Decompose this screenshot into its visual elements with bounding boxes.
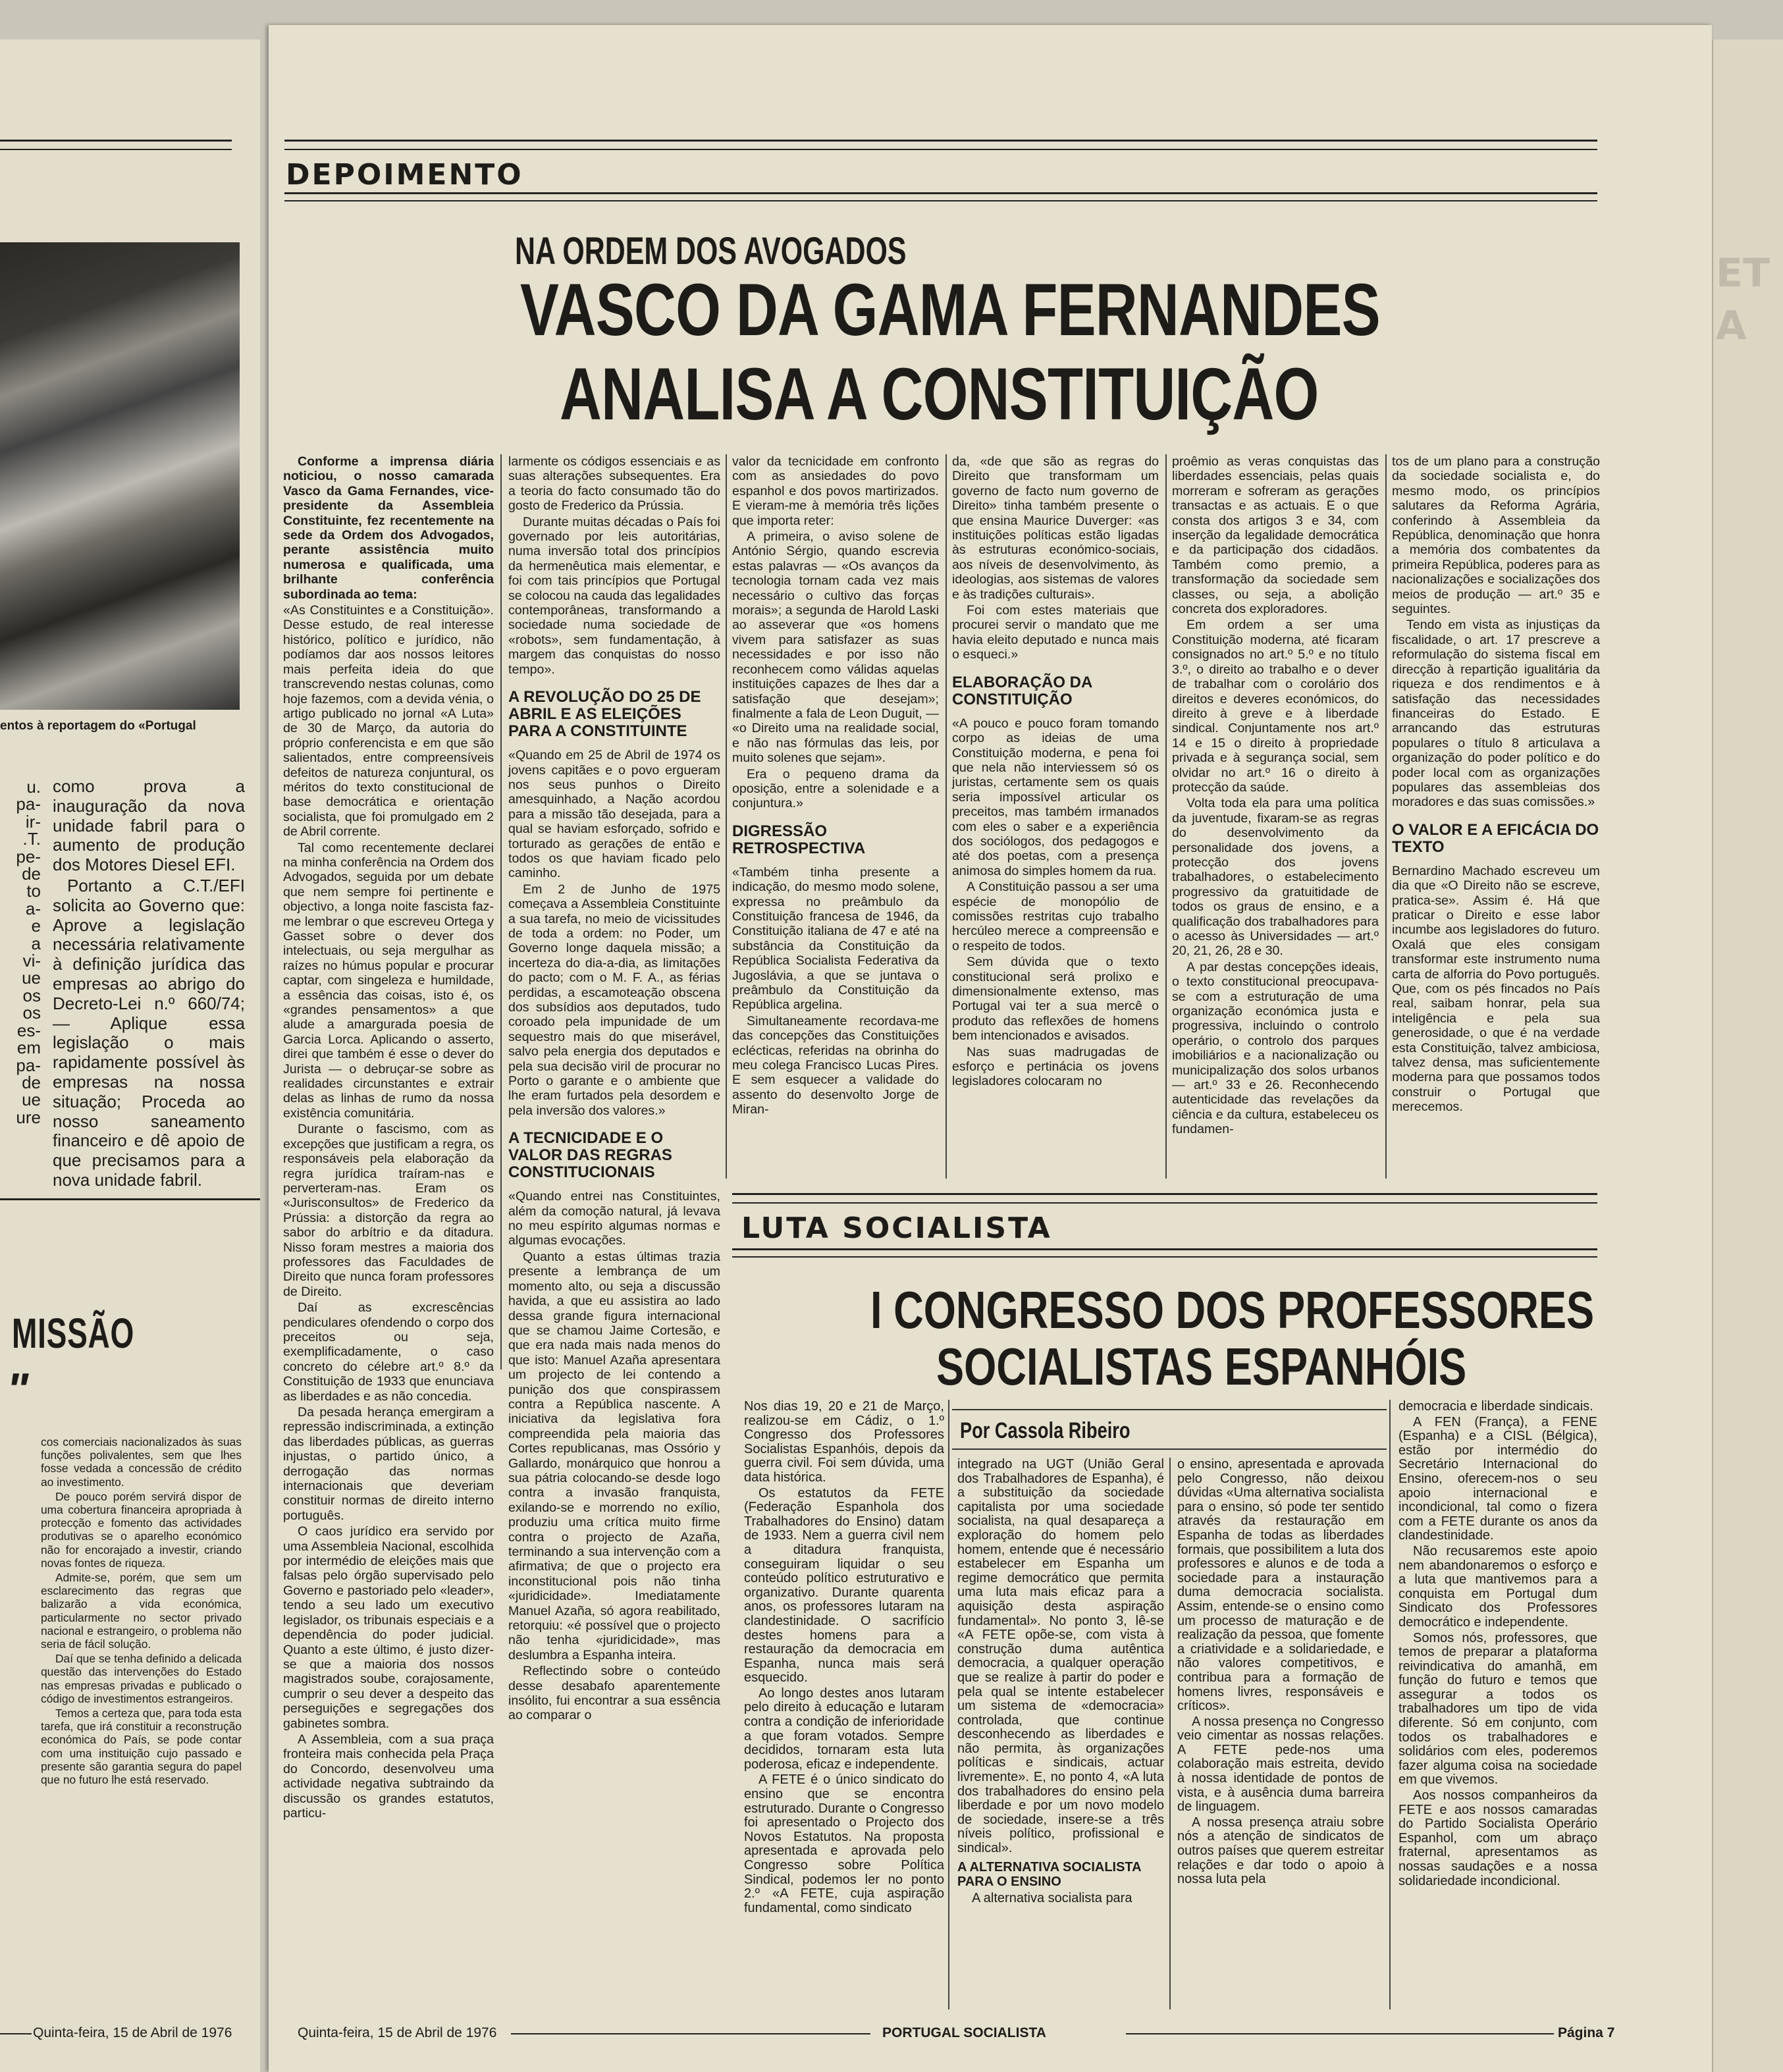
paragraph: Volta toda ela para uma política da juventude, fixaram-se as regras do desenvolvimento da personalidade dos jovens, a protecção dos jovens trabalhadores, o estabelecimento progressivo da gratuitidade de todos os graus de ensino, e a qualificação dos trabalhadores para o acesso às Universidades — art.º 20, 21, 26, 28 e 30.	[1172, 796, 1379, 959]
paragraph: Ao longo destes anos lutaram pelo direito à educação e lutaram contra a condição de inferioridade a que foram votados. Sempre decididos, tornaram esta luta poderosa, eficaz e independente.	[744, 1686, 944, 1772]
paragraph: Nas suas madrugadas de esforço e pertinácia os jovens legisladores colocaram no	[952, 1044, 1159, 1089]
paragraph: A nossa presença no Congresso veio cimentar as nossas relações. A FETE pede-nos uma colaboração mais estreita, devido à nossa identidade de pontos de vista, e à ausência duma barreira de linguagem.	[1177, 1714, 1384, 1815]
left-lower-text	[41, 1435, 242, 1788]
paragraph: Somos nós, professores, que temos de preparar a plataforma reivindicativa do amanhã, em função do futuro e temos que assegurar a todos os trabalhadores um tipo de vida diferente. Só em conjunto, com todos os trabalhadores e solidários com eles, poderemos fazer alguma coisa na sociedade em que vivemos.	[1398, 1630, 1597, 1788]
paragraph: valor da tecnicidade em confronto com as ansiedades do povo espanhol e dos povos martirizados. E vieram-me à memória três lições que importa reter:	[732, 454, 939, 528]
paragraph: Sem dúvida que o texto constitucional será prolixo e dimensionalmente extenso, mas Portugal vai ter a sua mercê o produto das reflexões de homens bem intencionados e avisados.	[952, 955, 1159, 1044]
subheading: A REVOLUÇÃO DO 25 DE ABRIL E AS ELEIÇÕES PARA A CONSTITUINTE	[508, 688, 701, 741]
left-headline-quote: "	[7, 1364, 29, 1415]
luta-column-3	[1177, 1458, 1384, 1888]
paragraph: A Constituição passou a ser uma espécie de monopólio de comissões restritas cujo trabalho hercúleo merece a compreensão e o respeito de todos.	[952, 880, 1159, 953]
left-footer-date: Quinta-feira, 15 de Abril de 1976	[33, 2025, 232, 2040]
footer-rule	[1126, 2033, 1554, 2034]
section-rule	[732, 1256, 1597, 1258]
paragraph: integrado na UGT (União Geral dos Trabalhadores de Espanha), é a substituição da sociedade capitalista por uma sociedade socialista, na qual desapareça a exploração do homem pelo homem, entende que é necessário estabelecer em Espanha um regime democrático que permita uma luta mais eficaz para a aquisição desta aspiração fundamental». No ponto 3, lê-se «A FETE opõe-se, com vista à construção duma autêntica democracia, a qualquer operação que se realize à partir do poder e pela qual se intente estabelecer um sistema de «democracia» controlada, que continue desconhecendo as liberdades e não permita, às organizações políticas e sindicais, actuar livremente». E, no ponto 4, «A luta dos trabalhadores do ensino pela liberdade e por um novo modelo de sociedade, insere-se a três níveis político, profissional e sindical».	[957, 1457, 1164, 1856]
cut-column-fragments: u. pa- ir- .T. pe- de to a- e a vi- ue os os es- em pa- de ue ure	[16, 777, 41, 1127]
paragraph: Durante muitas décadas o País foi governado por leis autoritárias, numa inversão total dos princípios da hermenêutica mais elementar, e foi com tais princípios que Portugal se colocou na cauda das legalidades contemporâneas, transformando a sociedade numa sociedade de «robots», sem fundamentação, à margem das conquistas do nosso tempo».	[508, 514, 720, 677]
top-rule	[284, 149, 1597, 150]
paragraph: A Assembleia, com a sua praça fronteira mais conhecida pela Praça do Concordo, desenvolveu uma actividade negativa subtraindo da discussão os grandes estatutos, particu-	[283, 1732, 494, 1820]
paragraph: tos de um plano para a construção da sociedade socialista e, do mesmo modo, os princípios salutares da Reforma Agrária, conferindo à Assembleia da República, denominação que honra a memória dos combatentes da primeira República, poderes para as nacionalizações e socializações dos meios de produção — art.º 35 e seguintes.	[1392, 454, 1600, 617]
byline-box	[952, 1409, 1387, 1450]
subheading: A TECNICIDADE E O VALOR DAS REGRAS CONSTITUCIONAIS	[508, 1129, 672, 1182]
paragraph: Nos dias 19, 20 e 21 de Março, realizou-se em Cádiz, o 1.º Congresso dos Professores Socialistas Espanhóis, depois da guerra civil. Foi sem dúvida, uma data histórica.	[744, 1399, 944, 1485]
depoimento-column-5	[1172, 454, 1379, 1138]
paragraph: «Quando em 25 de Abril de 1974 os jovens capitães e o povo ergueram nos seus punhos o Direito amesquinhado, a Nação acordou para a missão tão desejada, para a qual se haviam esforçado, sofrido e torturado as gerações de então e todos os que haviam ficado pelo caminho.	[508, 748, 720, 881]
paragraph: democracia e liberdade sindicais.	[1398, 1399, 1593, 1414]
paragraph: Foi com estes materiais que procurei servir o mandato que me havia eleito deputado e nunca mais o esqueci.»	[952, 603, 1159, 662]
photo-caption: entos à reportagem do «Portugal	[0, 719, 196, 733]
section-label-depoimento: DEPOIMENTO	[286, 158, 523, 192]
right-page-edge	[1712, 40, 1783, 2072]
top-rule	[0, 140, 232, 142]
paragraph: Não recusaremos este apoio nem abandonaremos o esforço e a luta que mantivemos para a conquista em Portugal dum Sindicato dos Professores democrático e independente.	[1398, 1543, 1597, 1630]
paragraph: «Também tinha presente a indicação, do mesmo modo solene, expressa no preâmbulo da Constituição francesa de 1946, da Constituição italiana de 47 e até na substância da Constituição da República Socialista Federativa da Jugoslávia, a que se juntava o preâmbulo da Constituição da República argelina.	[732, 864, 939, 1013]
paragraph: Daí que se tenha definido a delicada questão das intervenções do Estado nas empresas privadas e publicado o código de investimentos estrangeiros.	[41, 1652, 242, 1705]
paragraph: O caos jurídico era servido por uma Assembleia Nacional, escolhida por intermédio de eleições mais que falsas pelo órgão supervisado pelo Governo e pastoriado pelo «leader», tendo a seu lado um executivo legislador, os tribunais especiais e a dependência do poder judicial. Quanto a este último, é justo dizer-se que a maioria dos nossos magistrados soube, corajosamente, cumprir o seu dever a despeito das perseguições e segregações dos gabinetes sombra.	[283, 1524, 494, 1731]
luta-headline-line-1: I CONGRESSO DOS PROFESSORES	[870, 1281, 1595, 1339]
paragraph: cos comerciais nacionalizados às suas funções polivalentes, sem que lhes fosse vedada a concessão de crédito ao investimento.	[41, 1435, 242, 1489]
subheading: DIGRESSÃO RETROSPECTIVA	[732, 822, 866, 857]
paragraph: A primeira, o aviso solene de António Sérgio, quando escrevia estas palavras — «Os avanços da tecnologia tornam cada vez mais necessário o cultivo das forças morais»; a segunda de Harold Laski ao asseverar que «os homens vivem para satisfazer as suas necessidades e por isso não reconhecem como válidas aquelas instituições capazes de lhes dar a satisfação que desejam»; finalmente a fala de Leon Duguit, — «o Direito uma na realidade social, e não nas fórmulas das leis, por muito solenes que sejam».	[732, 529, 939, 766]
footer-rule	[511, 2033, 870, 2034]
paragraph: Bernardino Machado escreveu um dia que «O Direito não se escreve, pratica-se». Assim é. Há que praticar o Direito e esse labor incumbe aos legisladores do futuro. Oxalá que eles consigam transformar este instrumento numa carta de alforria do Povo português. Que, com os pés fincados no País real, saibam honrar, pela sua inteligência e pela sua generosidade, o que é na verdade esta Constituição, talvez ambiciosa, talvez densa, mas suficientemente moderna para que possamos todos construir o Portugal que merecemos.	[1392, 863, 1600, 1115]
top-rule	[284, 140, 1597, 142]
paragraph: larmente os códigos essenciais e as suas alterações subsequentes. Era a teoria do facto consumado tão do gosto de Frederico da Prússia.	[508, 454, 720, 514]
paragraph: Daí as excrescências pendiculares ofendendo o corpo dos preceitos ou seja, exemplificadamente, o caso concreto do célebre art.º 8.º da Constituição de 1933 que enunciava as liberdades e as não concedia.	[283, 1300, 494, 1404]
column-body	[283, 603, 494, 1820]
headline-line-1: VASCO DA GAMA FERNANDES	[520, 269, 1380, 351]
top-rule	[0, 149, 232, 150]
subheading: A ALTERNATIVA SOCIALISTA PARA O ENSINO	[957, 1859, 1141, 1889]
paragraph: o ensino, apresentada e aprovada pelo Congresso, não deixou dúvidas «Uma alternativa socialista para o ensino, só pode ter sentido através da restauração em Espanha de todas as liberdades formais, que possibilitem a luta dos professores e alunos e de toda a sociedade para a instauração duma democracia socialista. Assim, entende-se o ensino como um processo de maturação e de realização da pessoa, que fomente a criatividade e a solidariedade, e não valores competitivos, e contribua para a formação de homens livres, responsáveis e críticos».	[1177, 1457, 1384, 1714]
left-headline: MISSÃO	[12, 1310, 135, 1357]
paragraph: Simultaneamente recordava-me das concepções das Constituições eclécticas, referidas na obrinha do meu colega Francisco Lucas Pires. E sem esquecer a validade do assento do desenvolto Jorge de Miran-	[732, 1013, 939, 1117]
luta-column-4	[1398, 1400, 1597, 1890]
left-article-text	[53, 777, 245, 1192]
footer-page-number: Página 7	[1558, 2025, 1615, 2040]
column-divider	[1389, 1400, 1391, 2009]
subheading: O VALOR E A EFICÁCIA DO TEXTO	[1392, 820, 1599, 856]
headline-line-2: ANALISA A CONSTITUIÇÃO	[560, 353, 1319, 435]
depoimento-column-2	[508, 454, 720, 1724]
footer-rule	[0, 2033, 32, 2034]
paragraph: «Quando entrei nas Constituintes, além da comoção natural, já levava no meu espírito algumas normas e algumas evocações.	[508, 1189, 720, 1248]
luta-headline-line-2: SOCIALISTAS ESPANHÓIS	[936, 1337, 1467, 1396]
depoimento-column-1	[283, 454, 494, 1822]
column-divider	[948, 1400, 949, 2009]
paragraph: Da pesada herança emergiram a repressão indiscriminada, a extinção das liberdades públicas, as guerras injustas, o partido único, a derrogação das normas internacionais que deveriam constituir normas de direito interno português.	[283, 1405, 494, 1523]
depoimento-column-3	[732, 454, 939, 1119]
section-rule	[732, 1202, 1597, 1204]
paragraph: proêmio as veras conquistas das liberdades essenciais, pelas quais morreram e sofreram as gerações transactas e as actuais. E o que consta dos artigos 3 e 34, com inserção da legalidade democrática e da participação dos cidadãos. Também como premio, a transformação da sociedade sem classes, ou seja, a abolição concreta dos exploradores.	[1172, 454, 1379, 617]
paragraph: Tal como recentemente declarei na minha conferência na Ordem dos Advogados, seguida por um debate que nem sempre foi pertinente e objectivo, a longa noite fascista faz-me lembrar o que escreveu Ortega y Gasset sobre o dever dos intelectuais, ou seja mergulhar as raízes no húmus popular e procurar captar, com singeleza e humildade, a essência das coisas, isto é, os «grandes pensamentos» a que alude a amargurada poesia de Garcia Lorca. Aplicando o asserto, direi que também é esse o dever do Jurista — o debruçar-se sobre as realidades circunstantes e extrair delas as linhas de rumo da nossa existência comunitária.	[283, 840, 494, 1121]
section-label-luta-socialista: LUTA SOCIALISTA	[741, 1211, 1052, 1245]
kicker: NA ORDEM DOS AVOGADOS	[515, 230, 907, 273]
paragraph: Aos nossos companheiros da FETE e aos nossos camaradas do Partido Socialista Operário Espanhol, com um abraço fraternal, apresentamos as nossas saudações e a nossa solidariedade incondicional.	[1398, 1788, 1597, 1888]
column-divider	[1165, 454, 1167, 1179]
paragraph: A FEN (França), a FENE (Espanha) e a CISL (Bélgica), estão por intermédio do Secretário Internacional do Ensino, oferecem-nos o seu apoio internacional e incondicional, tal como o fizera com a FETE durante os anos da clandestinidade.	[1398, 1414, 1597, 1543]
byline: Por Cassola Ribeiro	[960, 1418, 1131, 1443]
column-divider	[945, 454, 947, 1179]
ghost-text-ink: ET	[1716, 250, 1770, 296]
column-divider	[726, 454, 727, 1179]
ghost-text-ink: A	[1716, 303, 1747, 349]
section-rule	[732, 1248, 1597, 1250]
paragraph: Admite-se, porém, que sem um esclarecimento das regras que balizarão a vida económica, particularmente no sector privado nacional e estrangeiro, o problema não seria de fácil solução.	[41, 1571, 242, 1651]
paragraph: «A pouco e pouco foram tomando corpo as ideias de uma Constituição moderna, e pena foi que nela não interviessem só os juristas, certamente sem os quais seria impossível articular os preceitos, mas também irmanados com eles o saber e a experiência dos sociólogos, dos pedagogos e até dos poetas, com a presença animosa do simples homem da rua.	[952, 716, 1159, 878]
paragraph: A nossa presença atraiu sobre nós a atenção de sindicatos de outros países que querem estreitar relações e dar todo o apoio à nossa luta pela	[1177, 1815, 1384, 1887]
paragraph: Em ordem a ser uma Constituição moderna, até ficaram consignados no art.º 5.º e no título 3.º, o direito ao trabalho e o dever de trabalhar com o corolário dos direitos e deveres económicos, do direito à greve e à liberdade sindical. Conjuntamente nos art.º 14 e 15 o direito à propriedade privada e à segurança social, sem olvidar no art.º 16 o direito à protecção da saúde.	[1172, 618, 1379, 795]
paragraph: como prova a inauguração da nova unidade fabril para o aumento de produção dos Motores Diesel EFI.	[53, 776, 245, 875]
paragraph: Quanto a estas últimas trazia presente a lembrança de um momento alto, ou seja a discussão havida, a que eu assistira ao lado dessa grande figura internacional que se chamou Jaime Cortesão, e que era nada mais nada menos do que isto: Manuel Azaña apresentara um projecto de lei contendo a punição dos que conspirassem contra a República nascente. A iniciativa da legislativa fora compreendida pela maioria das Cortes republicanas, mas Ossório y Gallardo, monárquico que honrou a sua pátria colocando-se desde logo contra a invasão franquista, exilando-se e morrendo no exílio, produziu uma crítica muito firme contra o projecto de Azaña, terminando a sua intervenção com a afirmativa; de que o projecto era inconstitucional pois não tinha «juridicidade». Imediatamente Manuel Azaña, só agora reabilitado, retorquiu: «é possível que o projecto não tenha «juridicidade», mas deslumbra a Espanha inteira.	[508, 1249, 720, 1662]
section-rule	[0, 1198, 260, 1200]
subheading: ELABORAÇÃO DA CONSTITUIÇÃO	[952, 673, 1092, 708]
luta-column-1	[744, 1400, 944, 1917]
paragraph: Era o pequeno drama da oposição, entre a solenidade e a conjuntura.»	[732, 766, 939, 811]
column-divider	[1385, 454, 1387, 1179]
paragraph: da, «de que são as regras do Direito que transformam um governo de facto num governo de Direito» tinha também presente o que ensina Maurice Duverger: «as instituições políticas estão ligadas às estruturas económico-sociais, aos níveis de desenvolvimento, às ideologias, aos sistemas de valores e às tradições culturais».	[952, 454, 1159, 602]
paragraph: A par destas concepções ideais, o texto constitucional preocupava-se com a estruturação de uma organização económica justa e progressiva, incluindo o controlo operário, o controlo dos parques imobiliários e a nacionalização ou municipalização dos solos urbanos — art.º 33 e 26. Reconhecendo autenticidade das revelações da ciência e da cultura, estabeleceu os fundamen-	[1172, 959, 1379, 1137]
meeting-photo	[0, 242, 240, 710]
footer-date: Quinta-feira, 15 de Abril de 1976	[298, 2025, 497, 2040]
column-divider	[1169, 1458, 1171, 2009]
paragraph: Os estatutos da FETE (Federação Espanhola dos Trabalhadores do Ensino) datam de 1933. Nem a guerra civil nem a ditadura franquista, conseguiram liquidar o seu conteúdo político estruturativo e organizativo. Durante quarenta anos, os professores lutaram na clandestinidade. O sacrifício destes homens para a restauração da democracia em Espanha, nunca mais será esquecido.	[744, 1485, 944, 1686]
paragraph: Durante o fascismo, com as excepções que justificam a regra, os responsáveis pela elaboração da regra jurídica traíram-nas e perverteram-nas. Eram os «Jurisconsultos» de Frederico da Prússia: a distorção da regra ao sabor do arbítrio e da ditadura. Nisso foram mestres a maioria dos professores das Faculdades de Direito que nunca foram professores de Direito.	[283, 1122, 494, 1299]
paragraph: A FETE é o único sindicato do ensino que se encontra estruturado. Durante o Congresso foi apresentado o Projecto dos Novos Estatutos. Na proposta apresentada e aprovada pelo Congresso sobre Política Sindical, podemos ler no ponto 2.º «A FETE, cuja aspiração fundamental, como sindicato	[744, 1772, 944, 1915]
section-rule	[284, 200, 1597, 201]
luta-column-2: integrado na UGT (União Geral dos Trabalhadores de Espanha), é a substituição da sociedade capitalista por uma sociedade socialista, na qual desapareça a exploração do homem pelo homem, entende que é necessário estabelecer em Espanha um regime democrático que permita uma luta mais eficaz para a aquisição desta aspiração fundamental». No ponto 3, lê-se «A FETE opõe-se, com vista à construção duma autêntica democracia, a qualquer operação que se realize à partir do poder e pela qual se intente estabelecer um sistema de «democracia» controlada, que continue desconhecendo as liberdades e não permita, às organizações políticas e sindicais, actuar livremente». E, no ponto 4, «A luta dos trabalhadores do ensino pela liberdade e por um novo modelo de sociedade, insere-se a três níveis político, profissional e sindical». A ALTERNATIVA SOCIALISTA PARA O ENSINO A alternativa socialista para	[957, 1457, 1164, 1905]
paragraph: Temos a certeza que, para toda esta tarefa, que irá constituir a reconstrução económica do País, se pode contar com uma instituição cujo passado e presente são garantia segura do papel que no futuro lhe está reservado.	[41, 1707, 242, 1787]
section-rule	[732, 1193, 1597, 1195]
paragraph: Tendo em vista as injustiças da fiscalidade, o art. 17 prescreve a reformulação do sistema fiscal em direcção à repartição igualitária da riqueza e dos rendimentos e à satisfação das necessidades financeiras do Estado. E arrancando das estruturas populares o título 8 articulava a organização do poder político e do poder local com as organizações populares das assembleias dos moradores e das suas comissões.»	[1392, 618, 1600, 810]
paragraph: De pouco porém servirá dispor de uma cobertura financeira apropriada à protecção e fomento das actividades produtivas se o aparelho económico não for encorajado a investir, criando novas fontes de riqueza.	[41, 1489, 242, 1570]
lead-paragraph: Conforme a imprensa diária noticiou, o nosso camarada Vasco da Gama Fernandes, vice-presidente da Assembleia Constituinte, fez recentemente na sede da Ordem dos Advogados, perante assistência muito numerosa e qualificada, uma brilhante conferência subordinada ao tema:	[283, 454, 494, 602]
column-divider	[500, 454, 502, 1369]
footer-paper-name: PORTUGAL SOCIALISTA	[882, 2025, 1046, 2040]
section-rule	[284, 192, 1597, 194]
paragraph: Reflectindo sobre o conteúdo desse desabafo aparentemente insólito, fui encontrar a sua essência ao comparar o	[508, 1664, 720, 1723]
paragraph: Portanto a C.T./EFI solicita ao Governo que: Aprove a legislação necessária relativamente à definição jurídica das empresas ao abrigo do Decreto-Lei n.º 660/74; — Aplique essa legislação o mais rapidamente possível às empresas na nossa situação; Proceda ao nosso saneamento financeiro e dê apoio de que precisamos para a nova unidade fabril.	[53, 875, 245, 1190]
paragraph: «As Constituintes e a Constituição». Desse estudo, de real interesse histórico, político e jurídico, não podíamos dar aos nossos leitores mais perfeita ideia do que transcrevendo nestas colunas, como hoje fazemos, com a devida vénia, o artigo publicado no jornal «A Luta» de 30 de Março, da autoria do próprio conferencista e em que são salientados, entre compreensíveis defeitos de natureza conjuntural, os méritos do texto constitucional de base democrática e orientação socialista, que foi promulgado em 2 de Abril corrente.	[283, 603, 494, 839]
paragraph: Em 2 de Junho de 1975 começava a Assembleia Constituinte a sua tarefa, no meio de vicissitudes de toda a ordem: no Poder, um Governo longe daquela missão; a incerteza do dia-a-dia, as limitações do pacto; com o M. F. A., as férias perdidas, a escamoteação obscena dos subsídios aos deputados, tudo coroado pela impunidade de um sequestro mais do que miserável, salvo pela energia dos deputados e pela sua decisão viril de procurar no Porto o garante e o ambiente que lhe eram furtados pela desordem e pela inversão dos valores.»	[508, 882, 720, 1118]
depoimento-column-4	[952, 454, 1159, 1090]
depoimento-column-6	[1392, 454, 1600, 1116]
